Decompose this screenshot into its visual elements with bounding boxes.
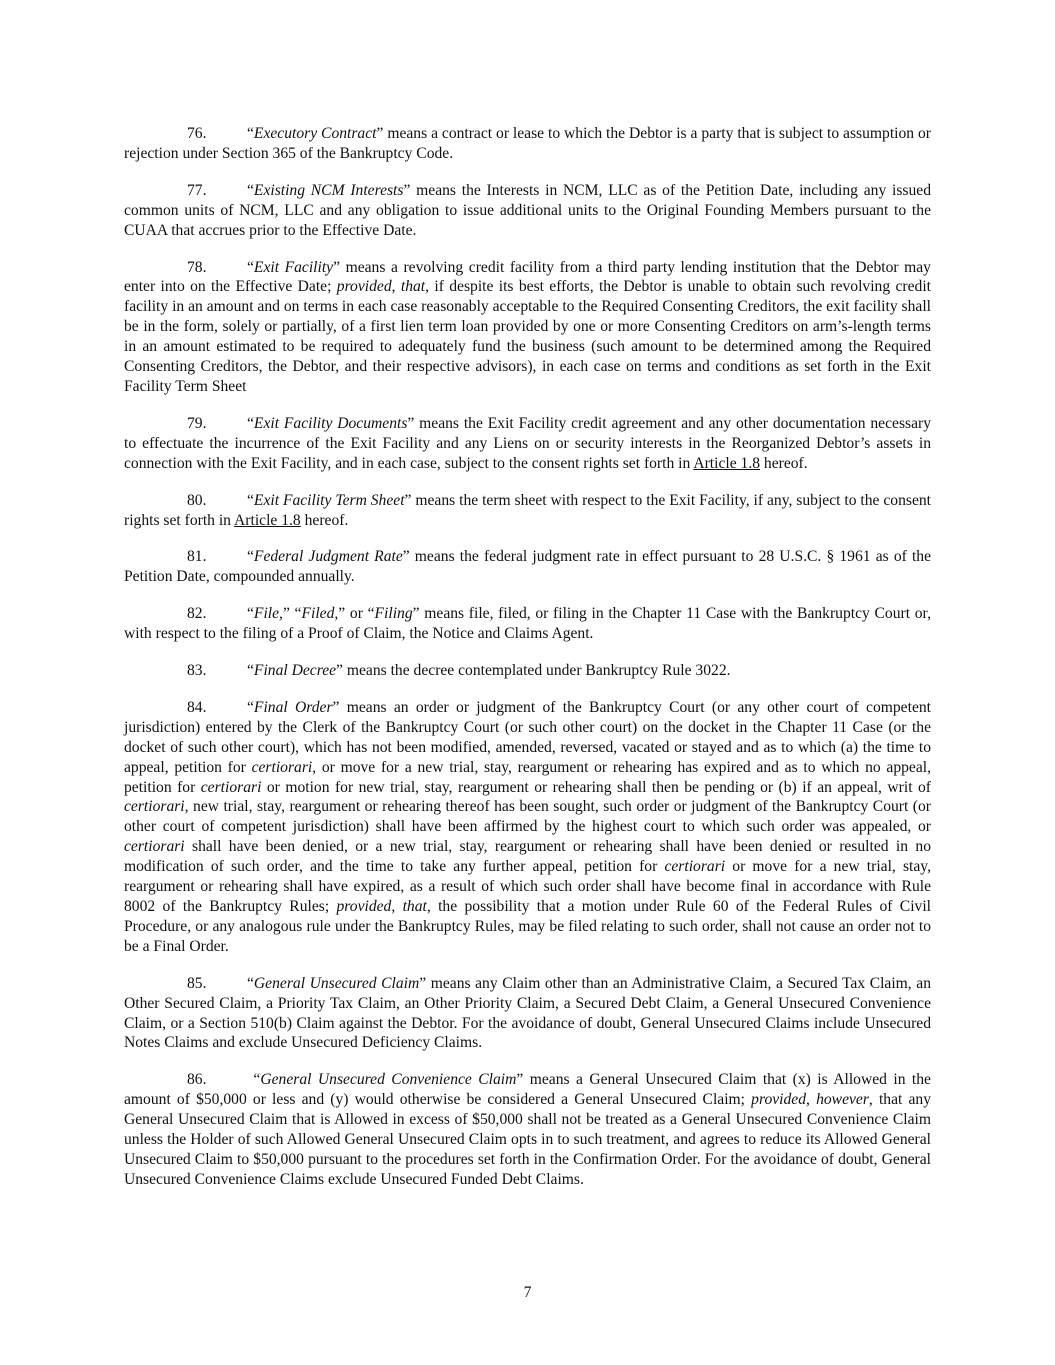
document-body xyxy=(124,124,931,1207)
paragraph-text: “ xyxy=(247,698,254,716)
defined-term: Filing xyxy=(374,605,413,623)
paragraph-text: ” means the decree contemplated under Bankruptcy Rule 3022. xyxy=(336,662,731,680)
defined-term: Federal Judgment Rate xyxy=(253,548,403,566)
paragraph-number: 84. xyxy=(187,698,207,716)
paragraph-number: 82. xyxy=(187,605,207,623)
paragraph-text: “ xyxy=(247,491,254,509)
paragraph-text: , new trial, stay, reargument or rehearing thereof has been sought, such order or judgment of the Bankruptcy Court (or other court of competent jurisdiction) shall have been affirmed by the highest court to which such order was appealed, or xyxy=(124,798,931,836)
paragraph-text: “ xyxy=(247,125,254,142)
defined-term: however xyxy=(816,1091,869,1109)
paragraph-text: “ xyxy=(247,181,254,199)
paragraph-number: 76. xyxy=(187,125,207,142)
defined-term: Exit Facility xyxy=(253,258,334,276)
defined-term: certiorari xyxy=(251,758,313,776)
paragraph-text: ” means a contract or lease to which the Debtor is a party that is subject to assumption or rejection under Section 365 of the Bankruptcy Code. xyxy=(124,125,931,162)
paragraph-number: 78. xyxy=(187,258,207,276)
paragraph-text: or motion for new trial, stay, reargument or rehearing shall then be pending or (b) if an appeal, writ of xyxy=(261,778,931,796)
paragraph-text: ” means a General Unsecured Claim that (x) is Allowed in the amount of $50,000 or less and (y) would otherwise be considered a General Unsecured Claim; xyxy=(124,1071,931,1109)
cross-reference-link: Article 1.8 xyxy=(234,511,301,529)
paragraph-text: , xyxy=(391,898,403,915)
paragraph-text: , xyxy=(806,1091,817,1109)
paragraph-text: ” means any Claim other than an Administrative Claim, a Secured Tax Claim, an Other Secured Claim, a Priority Tax Claim, an Other Priority Claim, a Secured Debt Claim, a General Unsecured Convenience Claim, or a Section 510(b) Claim against the Debtor. For the avoidance of doubt, General Unsecured Claims include Unsecured Notes Claims and exclude Unsecured Deficiency Claims. xyxy=(124,974,931,1052)
paragraph-number: 80. xyxy=(187,491,207,509)
paragraph-text: hereof. xyxy=(760,454,808,472)
paragraph-text: “ xyxy=(247,974,254,992)
paragraph-number: 77. xyxy=(187,181,207,199)
defined-term: provided xyxy=(751,1091,807,1109)
defined-term: certiorari xyxy=(124,838,185,856)
defined-term: Final Decree xyxy=(253,662,337,680)
definition-paragraph xyxy=(124,661,931,681)
defined-term: that xyxy=(402,898,427,915)
definition-paragraph xyxy=(124,124,931,164)
defined-term: Exit Facility Documents xyxy=(253,414,408,432)
defined-term: provided xyxy=(336,898,392,915)
defined-term: Filed, xyxy=(301,605,339,623)
defined-term: General Unsecured Convenience Claim xyxy=(260,1071,517,1089)
paragraph-text: “ xyxy=(247,1071,261,1089)
paragraph-text: ” means the Exit Facility credit agreement and any other documentation necessary to effectuate the incurrence of the Exit Facility and any Liens on or security interests in the Reorganized Debtor’s assets in connection with the Exit Facility, and in each case, subject to the consent rights set forth in xyxy=(124,414,931,472)
definition-paragraph xyxy=(124,547,931,587)
paragraph-number: 79. xyxy=(187,414,207,432)
definition-paragraph xyxy=(124,1070,931,1189)
definition-paragraph xyxy=(124,604,931,644)
paragraph-text: “ xyxy=(247,662,254,680)
paragraph-text: hereof. xyxy=(300,511,349,529)
paragraph-text: , if despite its best efforts, the Debtor is unable to obtain such revolving credit facility in an amount and on terms in each case reasonably acceptable to the Required Consenting Creditors, the exit facility shall be in the form, solely or partially, of a first lien term loan provided by one or more Consenting Creditors on arm’s-length terms in an amount estimated to be required to adequately fund the business (such amount to be determined among the Required Consenting Creditors, the Debtor, and their respective advisors), in each case on terms and conditions as set forth in the Exit Facility Term Sheet xyxy=(124,278,931,395)
defined-term: provided xyxy=(336,278,392,296)
defined-term: certiorari xyxy=(124,798,185,816)
paragraph-text: ” or “ xyxy=(338,605,375,623)
defined-term: Final Order xyxy=(253,698,333,716)
paragraph-text: , that any General Unsecured Claim that is Allowed in excess of $50,000 shall not be treated as a General Unsecured Convenience Claim unless the Holder of such Allowed General Unsecured Claim opts in to such treatment, and agrees to reduce its Allowed General Unsecured Claim to $50,000 pursuant to the procedures set forth in the Confirmation Order. For the avoidance of doubt, General Unsecured Convenience Claims exclude Unsecured Funded Debt Claims. xyxy=(124,1091,932,1188)
defined-term: Existing NCM Interests xyxy=(253,181,404,199)
paragraph-text: “ xyxy=(247,605,254,623)
paragraph-text: ” means the Interests in NCM, LLC as of the Petition Date, including any issued common units of NCM, LLC and any obligation to issue additional units to the Original Founding Members pursuant to the CUAA that accrues prior to the Effective Date. xyxy=(124,181,931,239)
paragraph-text: ” means the federal judgment rate in effect pursuant to 28 U.S.C. § 1961 as of the Petition Date, compounded annually. xyxy=(124,548,931,586)
defined-term: General Unsecured Claim xyxy=(253,974,420,992)
paragraph-text: , or move for a new trial, stay, reargument or rehearing has expired and as to which no appeal, petition for xyxy=(124,758,931,796)
paragraph-text: ” means file, filed, or filing in the Chapter 11 Case with the Bankruptcy Court or, with respect to the filing of a Proof of Claim, the Notice and Claims Agent. xyxy=(124,605,931,643)
paragraph-text: shall have been denied, or a new trial, stay, reargument or rehearing shall have been denied or resulted in no modification of such order, and the time to take any further appeal, petition for xyxy=(124,838,931,876)
paragraph-text: ” means the term sheet with respect to the Exit Facility, if any, subject to the consent rights set forth in xyxy=(124,491,932,529)
paragraph-text: ” means an order or judgment of the Bankruptcy Court (or any other court of competent jurisdiction) entered by the Clerk of the Bankruptcy Court (or such other court) on the docket in the Chapter 11 Case (or the docket of such other court), which has not been modified, amended, reversed, vacated or stayed and as to which (a) the time to appeal, petition for xyxy=(124,698,931,776)
definition-paragraph xyxy=(124,414,931,474)
definition-paragraph xyxy=(124,491,931,531)
definitions-list xyxy=(124,124,931,1190)
paragraph-text: , the possibility that a motion under Rule 60 of the Federal Rules of Civil Procedure, or any analogous rule under the Bankruptcy Rules, may be filed relating to such order, shall not cause an order not to be a Final Order. xyxy=(124,898,931,955)
defined-term: certiorari xyxy=(200,778,262,796)
defined-term: certiorari xyxy=(664,858,726,876)
paragraph-number: 83. xyxy=(187,662,207,680)
paragraph-text: “ xyxy=(247,414,254,432)
page-number: 7 xyxy=(523,1284,532,1301)
definition-paragraph xyxy=(124,974,931,1054)
paragraph-number: 85. xyxy=(187,974,207,992)
paragraph-text: “ xyxy=(247,258,254,276)
defined-term: Executory Contract xyxy=(253,125,377,142)
paragraph-text: , xyxy=(391,278,401,296)
paragraph-number: 81. xyxy=(187,548,207,566)
defined-term: File, xyxy=(253,605,283,623)
paragraph-text: or move for a new trial, stay, reargument or rehearing shall have expired, as a result of which such order shall have become final in accordance with Rule 8002 of the Bankruptcy Rules; xyxy=(124,858,931,915)
cross-reference-link: Article 1.8 xyxy=(693,454,761,472)
defined-term: that xyxy=(400,278,426,296)
definition-paragraph xyxy=(124,698,931,957)
paragraph-number: 86. xyxy=(187,1071,207,1089)
paragraph-text: ” “ xyxy=(282,605,302,623)
definition-paragraph xyxy=(124,258,931,397)
paragraph-text: ” means a revolving credit facility from a third party lending institution that the Debtor may enter into on the Effective Date; xyxy=(124,258,931,296)
defined-term: Exit Facility Term Sheet xyxy=(253,491,405,509)
paragraph-text: “ xyxy=(247,548,254,566)
definition-paragraph xyxy=(124,181,931,241)
